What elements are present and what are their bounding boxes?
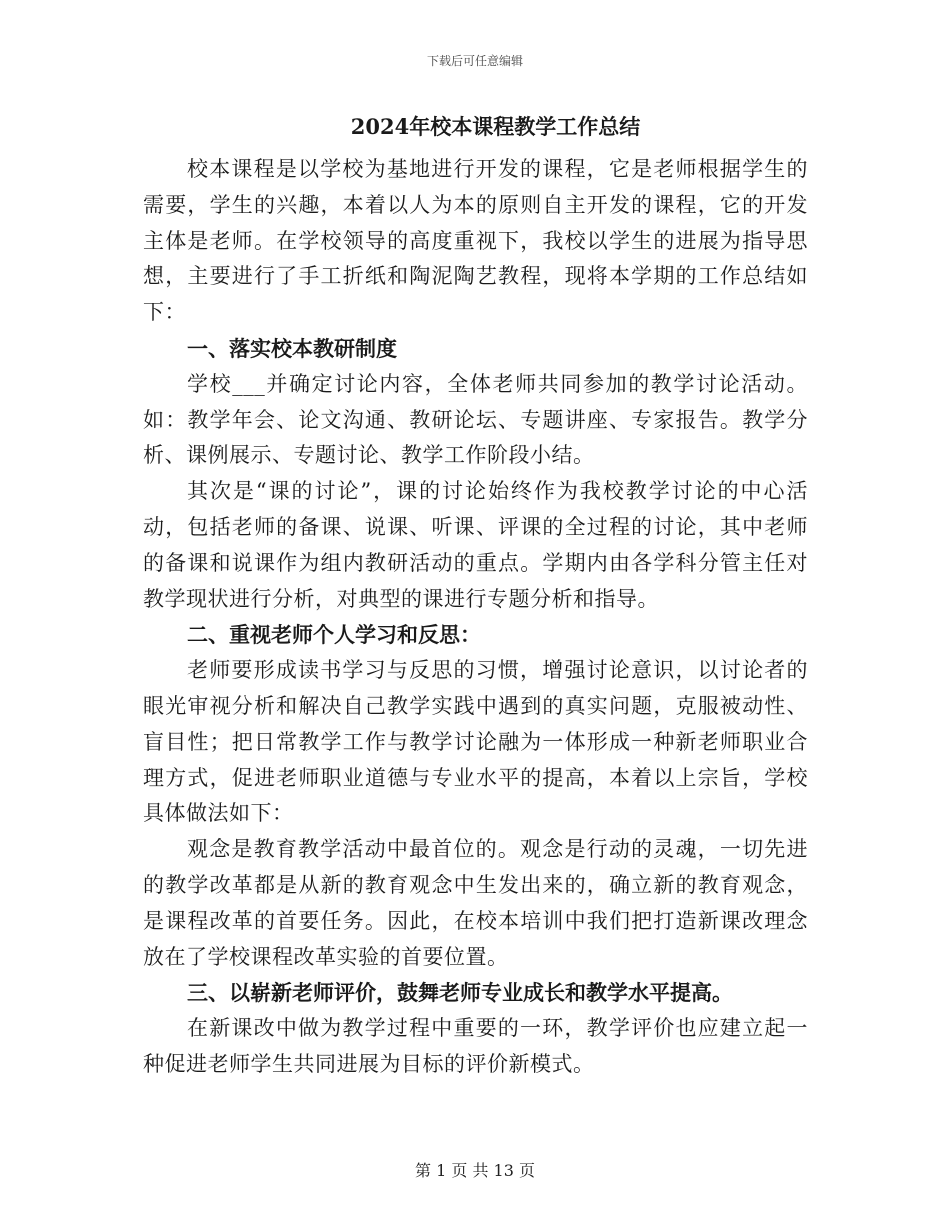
intro-paragraph: 校本课程是以学校为基地进行开发的课程，它是老师根据学生的需要，学生的兴趣，本着以人为本的原则自主开发的课程，它的开发主体是老师。在学校领导的高度重视下，我校以学生的进展为指导思想，主要进行了手工折纸和陶泥陶艺教程，现将本学期的工作总结如下： [143,157,808,325]
section3-paragraph-1: 在新课改中做为教学过程中重要的一环，教学评价也应建立起一种促进老师学生共同进展为目标的评价新模式。 [143,1016,808,1076]
header-note: 下载后可任意编辑 [426,54,523,68]
section-heading-2: 二、重视老师个人学习和反思： [187,622,481,648]
section-heading-1: 一、落实校本教研制度 [187,335,397,361]
section1-paragraph-2: 其次是“课的讨论”，课的讨论始终作为我校教学讨论的中心活动，包括老师的备课、说课、听课、评课的全过程的讨论，其中老师的备课和说课作为组内教研活动的重点。学期内由各学科分管主任对教学现状进行分析，对典型的课进行专题分析和指导。 [143,479,808,611]
document-body [143,112,808,1083]
page-number-footer: 第 1 页 共 13 页 [415,1161,535,1180]
section2-paragraph-1: 老师要形成读书学习与反思的习惯，增强讨论意识，以讨论者的眼光审视分析和解决自己教学实践中遇到的真实问题，克服被动性、盲目性；把日常教学工作与教学讨论融为一体形成一种新老师职业合理方式，促进老师职业道德与专业水平的提高，本着以上宗旨，学校具体做法如下： [143,658,808,826]
section1-paragraph-1: 学校___并确定讨论内容，全体老师共同参加的教学讨论活动。如：教学年会、论文沟通、教研论坛、专题讲座、专家报告。教学分析、课例展示、专题讨论、教学工作阶段小结。 [143,371,808,468]
section2-paragraph-2: 观念是教育教学活动中最首位的。观念是行动的灵魂，一切先进的教学改革都是从新的教育观念中生发出来的，确立新的教育观念，是课程改革的首要任务。因此，在校本培训中我们把打造新课改理念放在了学校课程改革实验的首要位置。 [143,837,808,969]
document-title: 2024年校本课程教学工作总结 [350,114,641,139]
section-heading-3: 三、以崭新老师评价，鼓舞老师专业成长和教学水平提高。 [187,980,733,1006]
